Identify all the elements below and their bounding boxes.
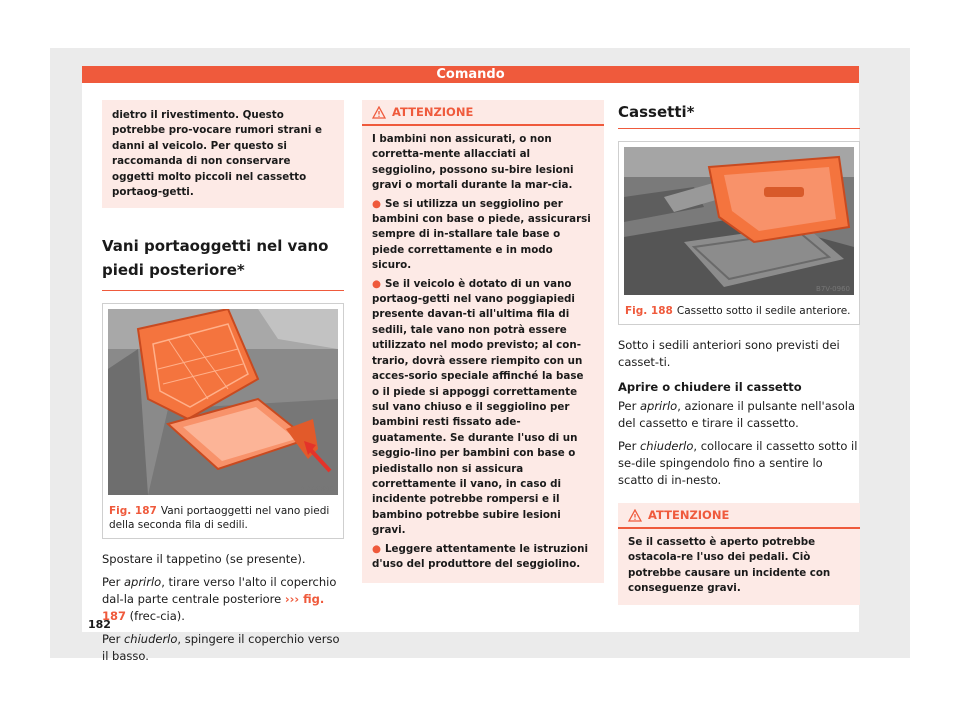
subheading-open-close: Aprire o chiudere il cassetto bbox=[618, 380, 802, 394]
figure-188-image bbox=[624, 147, 854, 295]
figure-code: B7V-0960 bbox=[816, 285, 850, 293]
bullet-icon: ● bbox=[372, 197, 381, 210]
warning-header bbox=[618, 503, 860, 529]
warning-box-pedals bbox=[618, 503, 860, 605]
figure-188-caption: Fig. 188 Cassetto sotto il sedile anteriore. bbox=[625, 305, 851, 317]
figure-187-image bbox=[108, 309, 338, 495]
paragraph-open: Per aprirlo, tirare verso l'alto il coperchio dal-la parte centrale posteriore ››› fig. 187 (frec-cia). bbox=[102, 575, 337, 624]
paragraph-close: Per chiuderlo, spingere il coperchio verso il basso. bbox=[102, 632, 340, 664]
warning-bullet: ● Leggere attentamente le istruzioni d'uso del produttore del seggiolino. bbox=[372, 542, 588, 570]
paragraph-drawer-close: Per chiuderlo, collocare il cassetto sotto il se-dile spingendolo fino a sentire lo scatto di in-nesto. bbox=[618, 439, 858, 487]
warning-triangle-icon bbox=[628, 509, 642, 522]
figure-188 bbox=[618, 141, 860, 325]
warning-body bbox=[362, 126, 604, 572]
column-left bbox=[102, 100, 344, 671]
section-title-drawers: Cassetti* bbox=[618, 100, 860, 129]
warning-box-continued bbox=[102, 100, 344, 208]
section-title-footwell: Vani portaoggetti nel vano piedi posteriore* bbox=[102, 234, 344, 291]
bullet-icon: ● bbox=[372, 542, 381, 555]
warning-continued-text: dietro il rivestimento. Questo potrebbe pro-vocare rumori strani e danni al veicolo. Per questo si raccomanda di non conservare oggetti molto piccoli nel cassetto portaog-getti. bbox=[112, 109, 322, 199]
figure-code: B7V-0899 bbox=[300, 485, 334, 494]
manual-page bbox=[82, 66, 859, 664]
warning-body: Se il cassetto è aperto potrebbe ostacola-re l'uso dei pedali. Ciò potrebbe causare un incidente con conseguenze gravi. bbox=[628, 536, 831, 595]
column-middle bbox=[362, 100, 604, 583]
paragraph-drawer-open: Per aprirlo, azionare il pulsante nell'asola del cassetto e tirare il cassetto. bbox=[618, 399, 856, 430]
warning-bullet: ● Se il veicolo è dotato di un vano portaog-getti nel vano poggiapiedi presente davan-ti all'ultima fila di sedili, tale vano non potrà essere utilizzato nel modo previsto; al con-trario, dovrà essere riempito con un acces-sorio speciale affinché la base o il piede si appoggi correttamente sul vano chiuso e il seggiolino per bambini resti fissato ade-guatamente. Se durante l'uso di un seggio-lino per bambini con base o piedistallo non si assicura correttamente il vano, in caso di incidente potrebbe rompersi e il bambino potrebbe subire lesioni gravi. bbox=[372, 277, 584, 537]
figure-187-caption: Fig. 187 Vani portaoggetti nel vano piedi della seconda fila di sedili. bbox=[109, 505, 330, 532]
warning-box-child-seat bbox=[362, 100, 604, 583]
warning-bullet: ● Se si utilizza un seggiolino per bambini con base o piede, assicurarsi sempre di in-stallare tale base o piede correttamente e in modo sicuro. bbox=[372, 197, 591, 272]
page-header: Comando bbox=[82, 66, 859, 83]
page-number: 182 bbox=[88, 618, 111, 631]
warning-title: ATTENZIONE bbox=[392, 105, 474, 119]
warning-intro: I bambini non assicurati, o non corretta-mente allacciati al seggiolino, possono su-bire lesioni gravi o mortali durante la mar-cia. bbox=[372, 133, 574, 192]
bullet-icon: ● bbox=[372, 277, 381, 290]
paragraph-drawers-intro: Sotto i sedili anteriori sono previsti dei casset-ti. bbox=[618, 338, 840, 369]
seat-drawer-illustration bbox=[624, 147, 854, 295]
warning-title: ATTENZIONE bbox=[648, 508, 730, 522]
paragraph-mat: Spostare il tappetino (se presente). bbox=[102, 552, 306, 567]
figure-reference-link[interactable]: ››› fig. 187 bbox=[102, 592, 325, 624]
warning-header bbox=[362, 100, 604, 126]
figure-187 bbox=[102, 303, 344, 539]
warning-triangle-icon bbox=[372, 106, 386, 119]
column-right bbox=[618, 100, 860, 605]
footwell-storage-illustration bbox=[108, 309, 338, 495]
